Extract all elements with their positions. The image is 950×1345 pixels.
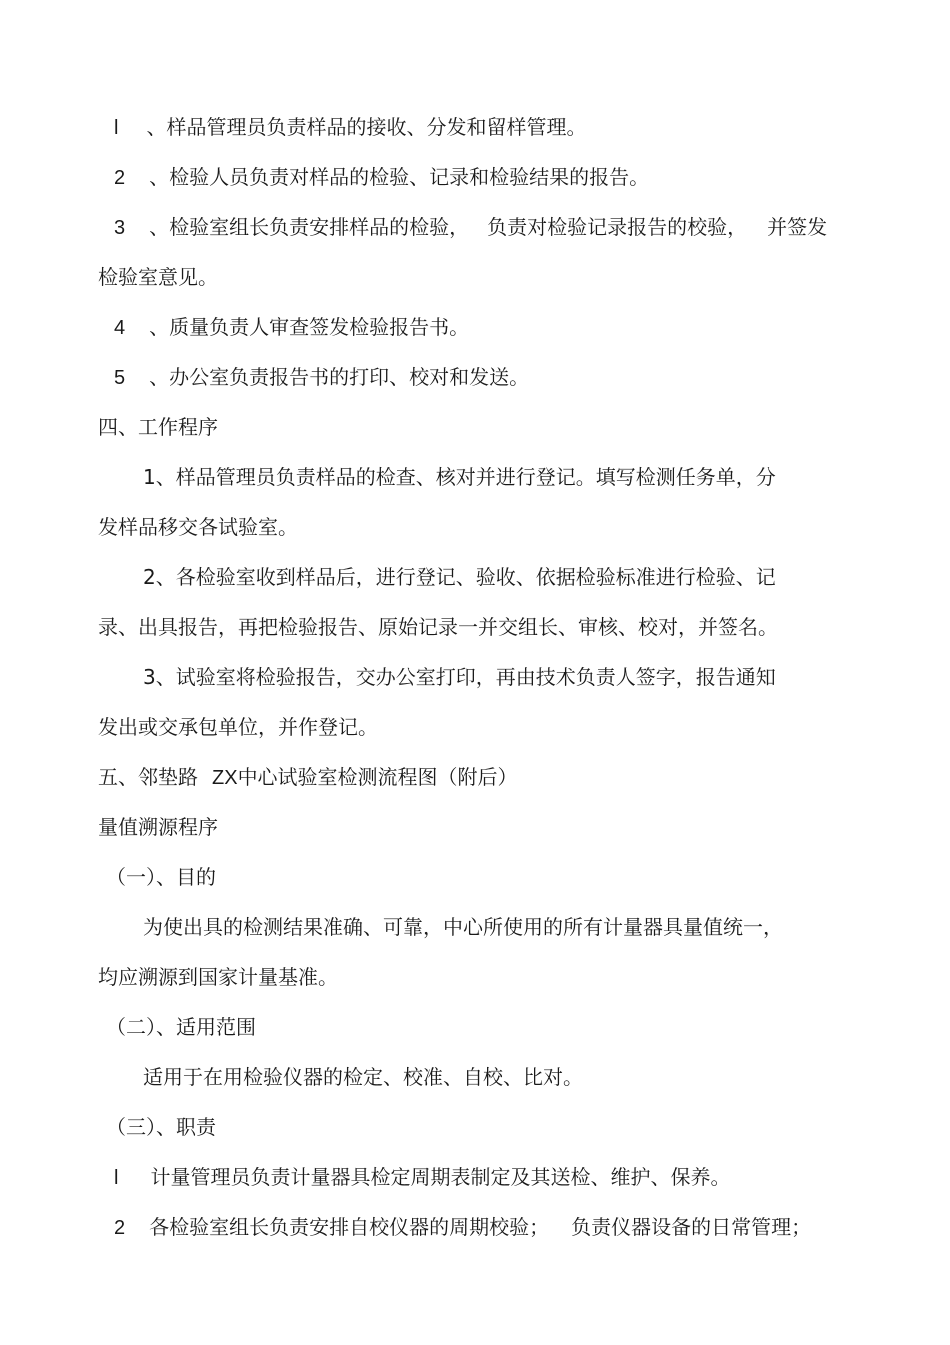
purpose-text-line1: 为使出具的检测结果准确、可靠，中心所使用的所有计量器具量值统一， <box>143 915 783 939</box>
duty-item-1 <box>114 114 586 141</box>
subsection-heading-responsibilities: （三）、职责 <box>106 1115 216 1139</box>
duty-item-5 <box>114 364 529 391</box>
item-text-part-a: 各检验室组长负责安排自校仪器的周期校验； <box>149 1215 550 1239</box>
item-number: l <box>114 1167 119 1189</box>
duty-item-3 <box>114 214 827 241</box>
duty-item-4 <box>114 314 469 341</box>
procedure-item-2-line1: 2、各检验室收到样品后，进行登记、验收、依据检验标准进行检验、记 <box>143 565 776 589</box>
section-heading-flowchart <box>98 764 518 791</box>
item-text-part-b: 负责仪器设备的日常管理； <box>571 1215 812 1239</box>
item-text-part-c: 并签发 <box>767 215 828 239</box>
procedure-item-1-line1: 1、样品管理员负责样品的检查、核对并进行登记。填写检测任务单，分 <box>143 465 776 489</box>
item-number: 5 <box>114 367 126 389</box>
item-text-part-a: 、检验室组长负责安排样品的检验， <box>149 215 470 239</box>
item-number: 2 <box>114 1217 126 1239</box>
item-text: 、办公室负责报告书的打印、校对和发送。 <box>149 365 530 389</box>
scope-text: 适用于在用检验仪器的检定、校准、自校、比对。 <box>143 1065 583 1089</box>
section-code: ZX <box>212 767 238 789</box>
item-text: 、样品管理员负责样品的接收、分发和留样管理。 <box>146 115 587 139</box>
purpose-text-line2: 均应溯源到国家计量基准。 <box>98 965 338 989</box>
procedure-title: 量值溯源程序 <box>98 815 218 839</box>
item-number: l <box>114 117 119 139</box>
item-text: 、检验人员负责对样品的检验、记录和检验结果的报告。 <box>149 165 650 189</box>
item-text: 、质量负责人审查签发检验报告书。 <box>149 315 470 339</box>
responsibility-item-1 <box>114 1164 730 1191</box>
procedure-item-3-line2: 发出或交承包单位，并作登记。 <box>98 715 378 739</box>
duty-item-3-continuation: 检验室意见。 <box>98 265 218 289</box>
section-prefix: 五、邻垫路 <box>98 765 198 789</box>
procedure-item-3-line1: 3、试验室将检验报告，交办公室打印，再由技术负责人签字，报告通知 <box>143 665 776 689</box>
duty-item-2 <box>114 164 649 191</box>
subsection-heading-purpose: （一）、目的 <box>106 865 216 889</box>
item-number: 4 <box>114 317 126 339</box>
responsibility-item-2 <box>114 1214 811 1241</box>
item-text: 计量管理员负责计量器具检定周期表制定及其送检、维护、保养。 <box>150 1165 731 1189</box>
procedure-item-1-line2: 发样品移交各试验室。 <box>98 515 298 539</box>
subsection-heading-scope: （二）、适用范围 <box>106 1015 256 1039</box>
section-heading-work-procedure: 四、工作程序 <box>98 415 218 439</box>
item-number: 3 <box>114 217 126 239</box>
item-number: 2 <box>114 167 126 189</box>
procedure-item-2-line2: 录、出具报告，再把检验报告、原始记录一并交组长、审核、校对，并签名。 <box>98 615 778 639</box>
section-suffix: 中心试验室检测流程图（附后） <box>237 765 518 789</box>
item-text-part-b: 负责对检验记录报告的校验， <box>487 215 748 239</box>
